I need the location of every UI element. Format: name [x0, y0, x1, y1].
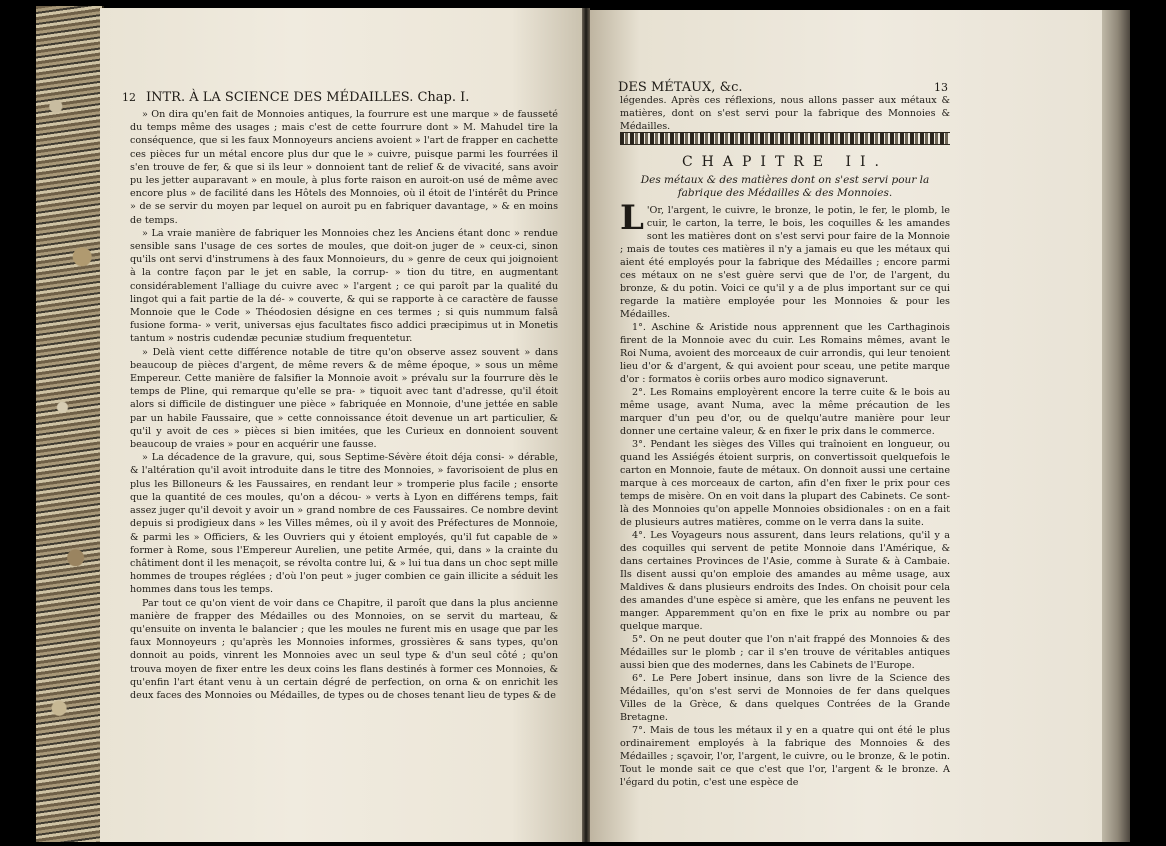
- right-paragraph: 5°. On ne peut douter que l'on n'ait frappé des Monnoies & des Médailles sur le plomb ; car il s'en trouve de véritables antiques aussi bien que des modernes, dans les Cabinets de l'Europe.: [620, 634, 950, 671]
- left-page-number: 12: [122, 91, 136, 104]
- left-running-head: [122, 90, 554, 105]
- right-paragraph-text: 'Or, l'argent, le cuivre, le bronze, le potin, le fer, le plomb, le cuir, le carton, la terre, le bois, les coquilles & les amandes sont les matières dont on s'est servi pour faire de la Monnoie ; mais de toutes ces matières il n'y a jamais eu que les métaux qui aient été employés pour la fabrique des Médailles ; encore parmi ces métaux on ne s'est guère servi que de l'or, de l'argent, du bronze, & du potin. Voici ce qu'il y a de plus important sur ce qui regarde la matière employée pour les Monnoies & pour les Médailles.: [620, 205, 950, 320]
- right-intro-text: légendes. Après ces réflexions, nous allons passer aux métaux & matières, dont on s'est servi pour la fabrique des Monnoies & Médailles.: [620, 95, 950, 132]
- drop-cap: L: [620, 198, 644, 238]
- book-cover-edge: [1100, 10, 1130, 842]
- left-page-body: [130, 108, 558, 701]
- right-running-head-title: DES MÉTAUX, &c.: [618, 80, 743, 95]
- right-paragraph: 1°. Aschine & Aristide nous apprennent que les Carthaginois firent de la Monnoie avec du cuir. Les Romains mêmes, avant le Roi Numa, avoient des morceaux de cuir arrondis, qui leur tenoient lieu d'or & d'argent, & qui avoient pour sceau, une petite marque d'or : formatos è coriis orbes auro modico signaverunt.: [620, 322, 950, 385]
- marbled-endpaper: [36, 6, 104, 842]
- ornamental-band: [620, 132, 950, 145]
- right-page-body: [620, 198, 950, 804]
- right-paragraph: [620, 198, 950, 321]
- right-paragraph: 4°. Les Voyageurs nous assurent, dans leurs relations, qu'il y a des coquilles qui servent de petite Monnoie dans l'Amérique, & dans certaines Provinces de l'Asie, comme à Surate & à Cambaie. Ils disent aussi qu'on emploie des amandes au même usage, aux Maldives & dans plusieurs endroits des Indes. On choisit pour cela des amandes d'une espèce si amère, que les enfans ne peuvent les manger. Apparemment qu'on en fixe le prix au nombre ou par quelque marque.: [620, 530, 950, 632]
- left-paragraph: » On dira qu'en fait de Monnoies antiques, la fourrure est une marque » de fausseté du temps même des usages ; mais c'est de cette fourrure dont » M. Mahudel tire la conséquence, que si les faux Monnoyeurs anciens avoient » l'art de frapper en cachette ces pièces fur un métal encore plus dur que le » cuivre, puisque parmi les fourrées il s'en trouve de fer, & que si ils leur » donnoient tant de relief & de vivacité, sans avoir pu les jetter auparavant » en moule, à plus forte raison en auroit-on usé de même avec encore plus » de facilité dans les Hôtels des Monnoies, où il étoit de l'intérêt du Prince » de se servir du moyen par lequel on auroit pu en fabriquer davantage, » & en moins de temps.: [130, 109, 558, 226]
- right-paragraph: 2°. Les Romains employèrent encore la terre cuite & le bois au même usage, avant Numa, avec la même précaution de les marquer d'un peu d'or, ou de quelqu'autre manière pour leur donner une certaine valeur, & en fixer le prix dans le commerce.: [620, 387, 950, 437]
- right-paragraph: 6°. Le Pere Jobert insinue, dans son livre de la Science des Médailles, qu'on s'est servi de Monnoies de fer dans quelques Villes de la Grèce, & dans quelques Contrées de la Grande Bretagne.: [620, 673, 950, 723]
- right-paragraph: 7°. Mais de tous les métaux il y en a quatre qui ont été le plus ordinairement employés à la fabrique des Monnoies & des Médailles ; sçavoir, l'or, l'argent, le cuivre, ou le bronze, & le potin. Tout le monde sait ce que c'est que l'or, l'argent & le bronze. A l'égard du potin, c'est une espèce de: [620, 725, 950, 788]
- book-gutter: [582, 8, 590, 842]
- left-paragraph: » La décadence de la gravure, qui, sous Septime-Sévère étoit déja consi- » dérable, & l'altération qu'il avoit introduite dans le titre des Monnoies, » favorisoient de plus en plus les Billoneurs & les Faussaires, en rendant leur » tromperie plus facile ; ensorte que la quantité de ces moules, qu'on a décou- » verts à Lyon en différens temps, fait assez juger qu'il devoit y avoir un » grand nombre de ces Faussaires. Ce nombre devint depuis si prodigieux dans » les Villes mêmes, où il y avoit des Préfectures de Monnoie, & parmi les » Officiers, & les Ouvriers qui y étoient employés, qu'il fut capable de » former à Rome, sous l'Empereur Aurelien, une petite Armée, qui, dans » la crainte du châtiment dont il les menaçoit, se révolta contre lui, & » lui tua dans un choc sept mille hommes de troupes réglées ; d'où l'on peut » juger combien ce gain illicite a séduit les hommes dans tous les temps.: [130, 452, 558, 596]
- left-paragraph: » Delà vient cette différence notable de titre qu'on observe assez souvent » dans beaucoup de pièces d'argent, de même revers & de même époque, » sous un même Empereur. Cette manière de falsifier la Monnoie avoit » prévalu sur la fourrure dès le temps de Pline, qui remarque qu'elle se pra- » tiquoit avec tant d'adresse, qu'il étoit alors si difficile de distinguer une pièce » fabriquée en Monnoie, d'une jettée en sable par un habile Faussaire, que » cette connoissance étoit devenue un art particulier, & qu'il y avoit de ces » pièces si bien imitées, que les Curieux en donnoient souvent beaucoup de vraies » pour en acquérir une fausse.: [130, 346, 558, 451]
- left-running-head-title: INTR. À LA SCIENCE DES MÉDAILLES. Chap. I.: [146, 90, 470, 105]
- chapter-subtitle: Des métaux & des matières dont on s'est servi pour la fabrique des Médailles & des Monnoies.: [640, 174, 930, 199]
- left-paragraph: » La vraie manière de fabriquer les Monnoies chez les Anciens étant donc » rendue sensible sans l'usage de ces sortes de moules, que doit-on juger de » ceux-ci, sinon qu'ils ont servi d'instrumens à des faux Monnoieurs, du » genre de ceux qui joignoient à la contre façon par le jet en sable, la corrup- » tion du titre, en augmentant considérablement l'alliage du cuivre avec » l'argent ; ce qui paroît par la qualité du lingot qui a fait partie de la dé- » couverte, & qui se rapporte à ce caractère de fausse Monnoie que le Code » Théodosien désigne en ces termes ; si quis nummum falsâ fusione forma- » verit, universas ejus facultates fisco addici præcipimus ut in Monetis tantum » nostris cudendæ pecuniæ studium frequentetur.: [130, 227, 558, 345]
- chapter-heading: CHAPITRE II.: [681, 154, 889, 170]
- right-page-number: 13: [934, 81, 948, 94]
- left-paragraph: Par tout ce qu'on vient de voir dans ce Chapitre, il paroît que dans la plus ancienne manière de frapper des Médailles ou des Monnoies, on se servit du marteau, & qu'ensuite on inventa le balancier ; que les moules ne furent mis en usage que par les faux Monnoyeurs ; qu'après les Monnoies informes, grossières & sans types, qu'on donnoit au poids, vinrent les Monnoies avec un seul type & d'un seul côté ; qu'on trouva moyen de fixer entre les deux coins les flans destinés à former ces Monnoies, & qu'enfin l'art étant venu à un certain dégré de perfection, on orna & on enrichit les deux faces des Monnoies ou Médailles, de types ou de choses tenant lieu de types & de: [130, 597, 558, 701]
- right-running-head: [618, 80, 948, 95]
- right-paragraph: 3°. Pendant les sièges des Villes qui traînoient en longueur, ou quand les Assiégés étoient surpris, on convertissoit quelquefois le carton en Monnoie, faute de métaux. On donnoit aussi une certaine marque à ces morceaux de carton, afin d'en fixer le prix pour ces temps de misère. On en voit dans la plupart des Cabinets. Ce sont-là des Monnoies qu'on appelle Monnoies obsidionales : on en a fait de plusieurs autres matières, comme on le verra dans la suite.: [620, 439, 950, 528]
